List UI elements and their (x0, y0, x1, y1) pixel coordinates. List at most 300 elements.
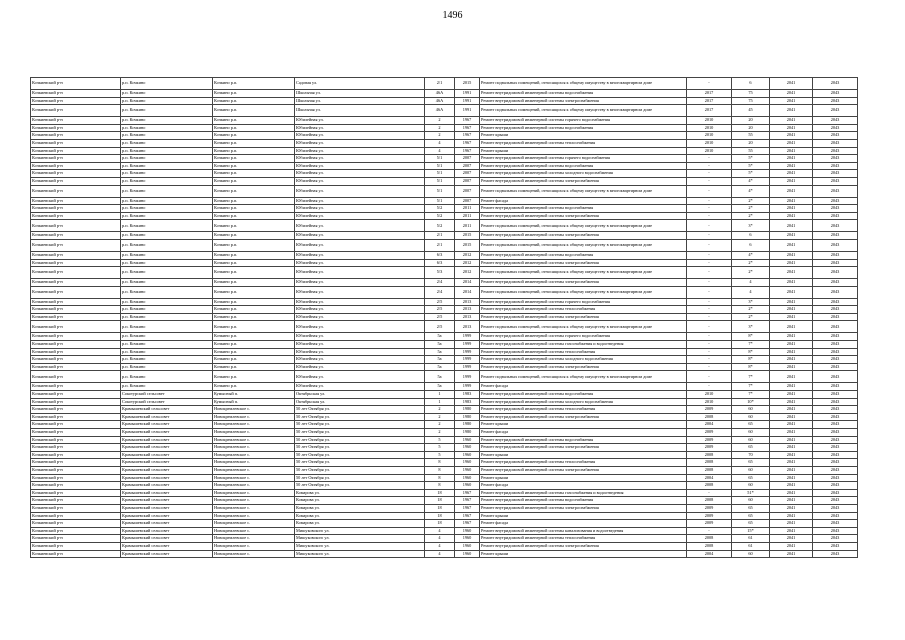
table-cell: Крамышевский сельсовет (121, 406, 213, 414)
table-cell: Юбилейная ул. (295, 298, 425, 306)
table-cell: р.п. Кочкино (121, 286, 213, 298)
table-cell: Кочкиевский р-н (31, 78, 121, 90)
table-cell: Кочкиевский р-н (31, 363, 121, 371)
table-row (31, 466, 858, 474)
table-cell: Кочкино р.п. (213, 185, 295, 197)
table-row (31, 356, 858, 364)
table-cell: Юбилейная ул. (295, 177, 425, 185)
table-cell: Кочкино р.п. (213, 356, 295, 364)
table-cell: 2043 (813, 286, 858, 298)
table-cell: Ремонт внутридомовой инженерной системы электроснабжения (480, 466, 687, 474)
table-row (31, 444, 858, 452)
table-cell: 4 (425, 535, 455, 543)
table-cell: Кочкино р.п. (213, 333, 295, 341)
table-cell: 1967 (455, 497, 480, 505)
table-cell: 4* (732, 251, 770, 259)
table-cell: Кочкиевский р-н (31, 333, 121, 341)
table-cell: 5 (425, 436, 455, 444)
table-cell: Кочкино р.п. (213, 177, 295, 185)
table-cell: 2041 (770, 132, 813, 140)
table-cell: Юбилейная ул. (295, 212, 425, 220)
table-row (31, 170, 858, 178)
table-cell: Крамышевский сельсовет (121, 444, 213, 452)
table-cell: 2043 (813, 147, 858, 155)
table-cell: 1999 (455, 348, 480, 356)
table-cell: 2041 (770, 341, 813, 349)
table-cell: 2041 (770, 398, 813, 406)
table-row (31, 155, 858, 163)
table-cell: Комарова ул. (295, 504, 425, 512)
table-cell: 2017 (687, 97, 732, 105)
table-cell: 2007 (455, 197, 480, 205)
table-cell: Кочкиевский р-н (31, 298, 121, 306)
table-cell: 20 (732, 124, 770, 132)
table-row (31, 306, 858, 314)
table-cell: Крамышевский сельсовет (121, 527, 213, 535)
table-cell: 50 лет Октября ул. (295, 421, 425, 429)
table-cell: 2011 (455, 212, 480, 220)
table-cell: - (687, 527, 732, 535)
table-cell: Кочкино р.п. (213, 205, 295, 213)
table-cell: - (687, 383, 732, 391)
table-cell: - (687, 162, 732, 170)
table-row (31, 383, 858, 391)
table-cell: Ремонт внутридомовой инженерной системы электроснабжения (480, 97, 687, 105)
table-cell: Кочкиевский р-н (31, 197, 121, 205)
table-cell: Новокремлевское с. (213, 444, 295, 452)
table-cell: Ремонт подвальных помещений, относящихся к общему имуществу в многоквартирном доме (480, 220, 687, 232)
table-cell: 2043 (813, 162, 858, 170)
table-cell: 60 (732, 406, 770, 414)
table-cell: Ремонт подвальных помещений, относящихся к общему имуществу в многоквартирном доме (480, 371, 687, 383)
table-cell: 70 (732, 451, 770, 459)
table-cell: Ремонт внутридомовой инженерной системы электроснабжения (480, 313, 687, 321)
table-cell: Ремонт подвальных помещений, относящихся к общему имуществу в многоквартирном доме (480, 286, 687, 298)
table-cell: 50 лет Октября ул. (295, 482, 425, 490)
table-cell: 2008 (687, 535, 732, 543)
table-cell: Кочкино р.п. (213, 371, 295, 383)
table-cell: Кочкиевский р-н (31, 398, 121, 406)
repair-schedule-table (30, 77, 858, 558)
table-cell: р.п. Кочкино (121, 321, 213, 333)
table-cell: Кочкиевский р-н (31, 321, 121, 333)
table-cell: - (687, 286, 732, 298)
table-cell: 1967 (455, 504, 480, 512)
table-cell: 2043 (813, 321, 858, 333)
table-cell: Новокремлевское с. (213, 459, 295, 467)
table-cell: 2008 (687, 482, 732, 490)
table-cell: Кочкиевский р-н (31, 429, 121, 437)
table-cell: Ремонт фасада (480, 520, 687, 528)
table-cell: 60 (732, 550, 770, 558)
table-cell: Кочкиевский р-н (31, 239, 121, 251)
table-cell: Кочкино р.п. (213, 286, 295, 298)
table-cell: Юбилейная ул. (295, 279, 425, 287)
table-cell: 2043 (813, 306, 858, 314)
table-cell: 2043 (813, 459, 858, 467)
table-cell: 2013 (455, 306, 480, 314)
table-cell: 1980 (455, 413, 480, 421)
table-cell: 2043 (813, 371, 858, 383)
table-cell: Кочкиевский р-н (31, 313, 121, 321)
table-cell: - (687, 363, 732, 371)
table-cell: Ремонт внутридомовой инженерной системы холодного водоснабжения (480, 170, 687, 178)
table-cell: Ремонт внутридомовой инженерной системы горячего водоснабжения (480, 117, 687, 125)
table-cell: Кочкиевский р-н (31, 90, 121, 98)
table-cell: 2043 (813, 333, 858, 341)
table-cell: Кочкиевский р-н (31, 286, 121, 298)
table-cell: 50 лет Октября ул. (295, 406, 425, 414)
table-row (31, 220, 858, 232)
table-cell: 2007 (455, 185, 480, 197)
table-cell: Кочкиевский р-н (31, 139, 121, 147)
table-cell: 2043 (813, 466, 858, 474)
table-cell: - (687, 348, 732, 356)
table-cell: 2041 (770, 239, 813, 251)
table-cell: 8 (425, 459, 455, 467)
table-cell: Новокремлевское с. (213, 429, 295, 437)
table-cell: Кочкиевский р-н (31, 371, 121, 383)
table-cell: 1999 (455, 363, 480, 371)
table-cell: 65 (732, 512, 770, 520)
page-number: 1496 (442, 10, 463, 21)
table-cell: Крамышевский сельсовет (121, 482, 213, 490)
table-cell: 2010 (687, 124, 732, 132)
table-cell: 1967 (455, 147, 480, 155)
table-cell: 2041 (770, 504, 813, 512)
table-cell: Кочкино р.п. (213, 239, 295, 251)
table-cell: - (687, 185, 732, 197)
table-cell: Кочкино р.п. (213, 383, 295, 391)
table-cell: 2/1 (425, 239, 455, 251)
table-cell: 18 (425, 489, 455, 497)
table-cell: Кочкиевский р-н (31, 185, 121, 197)
table-cell: 2008 (687, 542, 732, 550)
table-cell: 55 (732, 132, 770, 140)
table-cell: р.п. Кочкино (121, 306, 213, 314)
table-cell: Кумысный п. (213, 391, 295, 399)
table-cell: 65 (732, 520, 770, 528)
table-cell: Кочкиевский р-н (31, 550, 121, 558)
table-cell: 8 (425, 466, 455, 474)
table-cell: 2043 (813, 489, 858, 497)
table-cell: 2043 (813, 356, 858, 364)
table-cell: Кочкиевский р-н (31, 421, 121, 429)
table-cell: Ремонт внутридомовой инженерной системы теплоснабжения (480, 306, 687, 314)
table-cell: 1960 (455, 451, 480, 459)
table-cell: 2007 (455, 155, 480, 163)
table-cell: Ремонт внутридомовой инженерной системы водоснабжения (480, 205, 687, 213)
table-cell: 2041 (770, 286, 813, 298)
table-cell: 2008 (687, 466, 732, 474)
table-cell: 2043 (813, 497, 858, 505)
table-cell: Кочкиевский р-н (31, 105, 121, 117)
table-cell: Новокремлевское с. (213, 413, 295, 421)
table-cell: р.п. Кочкино (121, 132, 213, 140)
table-cell: Школьная ул. (295, 97, 425, 105)
table-cell: 2041 (770, 298, 813, 306)
table-cell: 2041 (770, 482, 813, 490)
table-cell: Кочкино р.п. (213, 155, 295, 163)
table-cell: 50 лет Октября ул. (295, 474, 425, 482)
table-cell: 6 (732, 239, 770, 251)
table-cell: Новокремлевское с. (213, 489, 295, 497)
table-cell: 2043 (813, 212, 858, 220)
table-cell: р.п. Кочкино (121, 356, 213, 364)
table-cell: 2043 (813, 279, 858, 287)
table-cell: Кочкиевский р-н (31, 232, 121, 240)
table-cell: 6 (732, 78, 770, 90)
table-cell: Кочкиевский р-н (31, 520, 121, 528)
table-cell: 2043 (813, 391, 858, 399)
table-cell: р.п. Кочкино (121, 117, 213, 125)
table-cell: Кочкиевский р-н (31, 267, 121, 279)
table-cell: 2017 (687, 90, 732, 98)
table-cell: Кочкино р.п. (213, 232, 295, 240)
table-cell: 45 (732, 105, 770, 117)
table-row (31, 398, 858, 406)
table-cell: 2010 (687, 139, 732, 147)
table-cell: 2043 (813, 78, 858, 90)
table-cell: 1983 (455, 391, 480, 399)
table-cell: 2043 (813, 535, 858, 543)
table-cell: 2041 (770, 535, 813, 543)
table-cell: 2041 (770, 147, 813, 155)
table-cell: Кочкиевский р-н (31, 251, 121, 259)
table-cell: Ремонт внутридомовой инженерной системы холодного водоснабжения (480, 398, 687, 406)
table-row (31, 279, 858, 287)
table-cell: 1960 (455, 436, 480, 444)
table-cell: Крамышевский сельсовет (121, 413, 213, 421)
table-cell: 2 (425, 124, 455, 132)
table-cell: Ремонт внутридомовой инженерной системы водоснабжения (480, 124, 687, 132)
table-cell: 2041 (770, 542, 813, 550)
table-cell: Ремонт внутридомовой инженерной системы электроснабжения (480, 444, 687, 452)
table-cell: 1999 (455, 356, 480, 364)
table-cell: 2041 (770, 348, 813, 356)
table-cell: Новокремлевское с. (213, 451, 295, 459)
table-cell: Ремонт внутридомовой инженерной системы водоснабжения (480, 162, 687, 170)
table-row (31, 413, 858, 421)
table-cell: р.п. Кочкино (121, 220, 213, 232)
table-cell: 2043 (813, 298, 858, 306)
table-cell: 5/1 (425, 155, 455, 163)
table-cell: р.п. Кочкино (121, 155, 213, 163)
table-cell: Юбилейная ул. (295, 239, 425, 251)
table-cell: Юбилейная ул. (295, 147, 425, 155)
table-cell: 7* (732, 341, 770, 349)
table-cell: Кочкино р.п. (213, 348, 295, 356)
table-cell: 46А (425, 97, 455, 105)
table-cell: р.п. Кочкино (121, 197, 213, 205)
table-cell: 2007 (455, 162, 480, 170)
table-cell: 2043 (813, 413, 858, 421)
table-row (31, 298, 858, 306)
table-row (31, 251, 858, 259)
table-cell: 18 (425, 504, 455, 512)
table-cell: 2 (425, 132, 455, 140)
table-cell: Кочкино р.п. (213, 90, 295, 98)
table-cell: Кочкино р.п. (213, 298, 295, 306)
table-cell: Юбилейная ул. (295, 220, 425, 232)
table-cell: р.п. Кочкино (121, 251, 213, 259)
table-cell: 2043 (813, 220, 858, 232)
table-cell: 18 (425, 497, 455, 505)
table-cell: Ремонт внутридомовой инженерной системы водоснабжения (480, 90, 687, 98)
table-cell: 4 (732, 279, 770, 287)
table-cell: 2041 (770, 512, 813, 520)
table-cell: 8* (732, 348, 770, 356)
table-cell: - (687, 212, 732, 220)
table-cell: Новокремлевское с. (213, 504, 295, 512)
table-cell: Юбилейная ул. (295, 333, 425, 341)
table-cell: Кочкино р.п. (213, 279, 295, 287)
table-row (31, 132, 858, 140)
table-cell: 2041 (770, 406, 813, 414)
table-cell: 2043 (813, 363, 858, 371)
table-cell: 2010 (687, 117, 732, 125)
table-cell: - (687, 197, 732, 205)
table-cell: Ремонт крыши (480, 512, 687, 520)
table-cell: р.п. Кочкино (121, 259, 213, 267)
table-cell: Юбилейная ул. (295, 313, 425, 321)
table-cell: 50 лет Октября ул. (295, 436, 425, 444)
table-cell: 2041 (770, 232, 813, 240)
table-cell: 2041 (770, 429, 813, 437)
table-cell: 46А (425, 90, 455, 98)
table-cell: 2043 (813, 132, 858, 140)
table-cell: 2041 (770, 363, 813, 371)
table-cell: р.п. Кочкино (121, 341, 213, 349)
table-cell: 2043 (813, 527, 858, 535)
table-cell: 5а (425, 371, 455, 383)
table-cell: 2041 (770, 90, 813, 98)
table-cell: 2* (732, 197, 770, 205)
table-cell: 5/2 (425, 220, 455, 232)
table-cell: 2041 (770, 474, 813, 482)
table-cell: 1980 (455, 429, 480, 437)
table-cell: Кочкиевский р-н (31, 356, 121, 364)
table-cell: Новокремлевское с. (213, 466, 295, 474)
table-cell: Ремонт внутридомовой инженерной системы электроснабжения (480, 279, 687, 287)
table-cell: 4 (425, 139, 455, 147)
table-row (31, 78, 858, 90)
table-row (31, 504, 858, 512)
table-cell: Юбилейная ул. (295, 267, 425, 279)
table-row (31, 185, 858, 197)
table-cell: 2041 (770, 466, 813, 474)
table-cell: Крамышевский сельсовет (121, 512, 213, 520)
table-cell: 2013 (455, 321, 480, 333)
table-cell: 3* (732, 220, 770, 232)
table-cell: 2 (425, 429, 455, 437)
table-cell: 50 лет Октября ул. (295, 444, 425, 452)
table-cell: р.п. Кочкино (121, 313, 213, 321)
table-row (31, 147, 858, 155)
table-cell: Ремонт фасада (480, 383, 687, 391)
table-cell: Новокремлевское с. (213, 436, 295, 444)
table-cell: Кочкиевский р-н (31, 466, 121, 474)
table-cell: 2041 (770, 259, 813, 267)
table-cell: 7* (732, 383, 770, 391)
table-cell: Кочкино р.п. (213, 97, 295, 105)
table-cell: - (687, 489, 732, 497)
table-cell: Кочкиевский р-н (31, 177, 121, 185)
table-cell: Юбилейная ул. (295, 356, 425, 364)
table-cell: 1980 (455, 406, 480, 414)
table-cell: 1991 (455, 90, 480, 98)
table-cell: Крамышевский сельсовет (121, 504, 213, 512)
table-cell: 5* (732, 162, 770, 170)
table-cell: 2* (732, 267, 770, 279)
table-cell: Ремонт внутридомовой инженерной системы горячего водоснабжения (480, 155, 687, 163)
table-cell: - (687, 313, 732, 321)
table-cell: р.п. Кочкино (121, 232, 213, 240)
table-cell: 7* (732, 391, 770, 399)
table-cell: 2041 (770, 391, 813, 399)
table-cell: 2043 (813, 406, 858, 414)
table-cell: 2* (732, 306, 770, 314)
table-cell: 2041 (770, 383, 813, 391)
table-cell: 2 (425, 421, 455, 429)
table-cell: Кочкиевский р-н (31, 482, 121, 490)
table-cell: Ремонт внутридомовой инженерной системы электроснабжения (480, 504, 687, 512)
table-cell: Кочкино р.п. (213, 259, 295, 267)
table-row (31, 232, 858, 240)
table-cell: Ремонт внутридомовой инженерной системы водоснабжения (480, 436, 687, 444)
table-row (31, 267, 858, 279)
table-cell: 5 (425, 444, 455, 452)
table-cell: 4 (425, 527, 455, 535)
table-cell: 6/3 (425, 251, 455, 259)
table-cell: 8* (732, 363, 770, 371)
table-cell: 50 лет Октября ул. (295, 429, 425, 437)
table-cell: 50 лет Октября ул. (295, 459, 425, 467)
table-cell: 2015 (455, 239, 480, 251)
table-cell: 2043 (813, 90, 858, 98)
table-cell: 2043 (813, 341, 858, 349)
table-cell: 2/5 (425, 313, 455, 321)
table-cell: Ремонт крыши (480, 474, 687, 482)
table-cell: 2012 (455, 251, 480, 259)
table-cell: р.п. Кочкино (121, 147, 213, 155)
table-cell: 2/4 (425, 286, 455, 298)
table-cell: Мишуковского ул. (295, 550, 425, 558)
table-cell: 2043 (813, 124, 858, 132)
table-cell: 2009 (687, 520, 732, 528)
table-row (31, 363, 858, 371)
table-cell: Юбилейная ул. (295, 170, 425, 178)
table-cell: 2041 (770, 105, 813, 117)
table-cell: 2010 (687, 398, 732, 406)
table-cell: 2041 (770, 333, 813, 341)
table-row (31, 535, 858, 543)
table-cell: 2043 (813, 177, 858, 185)
table-cell: 8 (425, 474, 455, 482)
table-cell: Кочкино р.п. (213, 197, 295, 205)
table-cell: 2041 (770, 413, 813, 421)
table-cell: 2009 (687, 512, 732, 520)
table-cell: Кочкино р.п. (213, 251, 295, 259)
table-row (31, 124, 858, 132)
table-cell: 2043 (813, 97, 858, 105)
table-row (31, 520, 858, 528)
table-cell: 2041 (770, 550, 813, 558)
table-cell: Новокремлевское с. (213, 520, 295, 528)
table-row (31, 474, 858, 482)
table-cell: Кочкино р.п. (213, 124, 295, 132)
table-cell: 2043 (813, 474, 858, 482)
